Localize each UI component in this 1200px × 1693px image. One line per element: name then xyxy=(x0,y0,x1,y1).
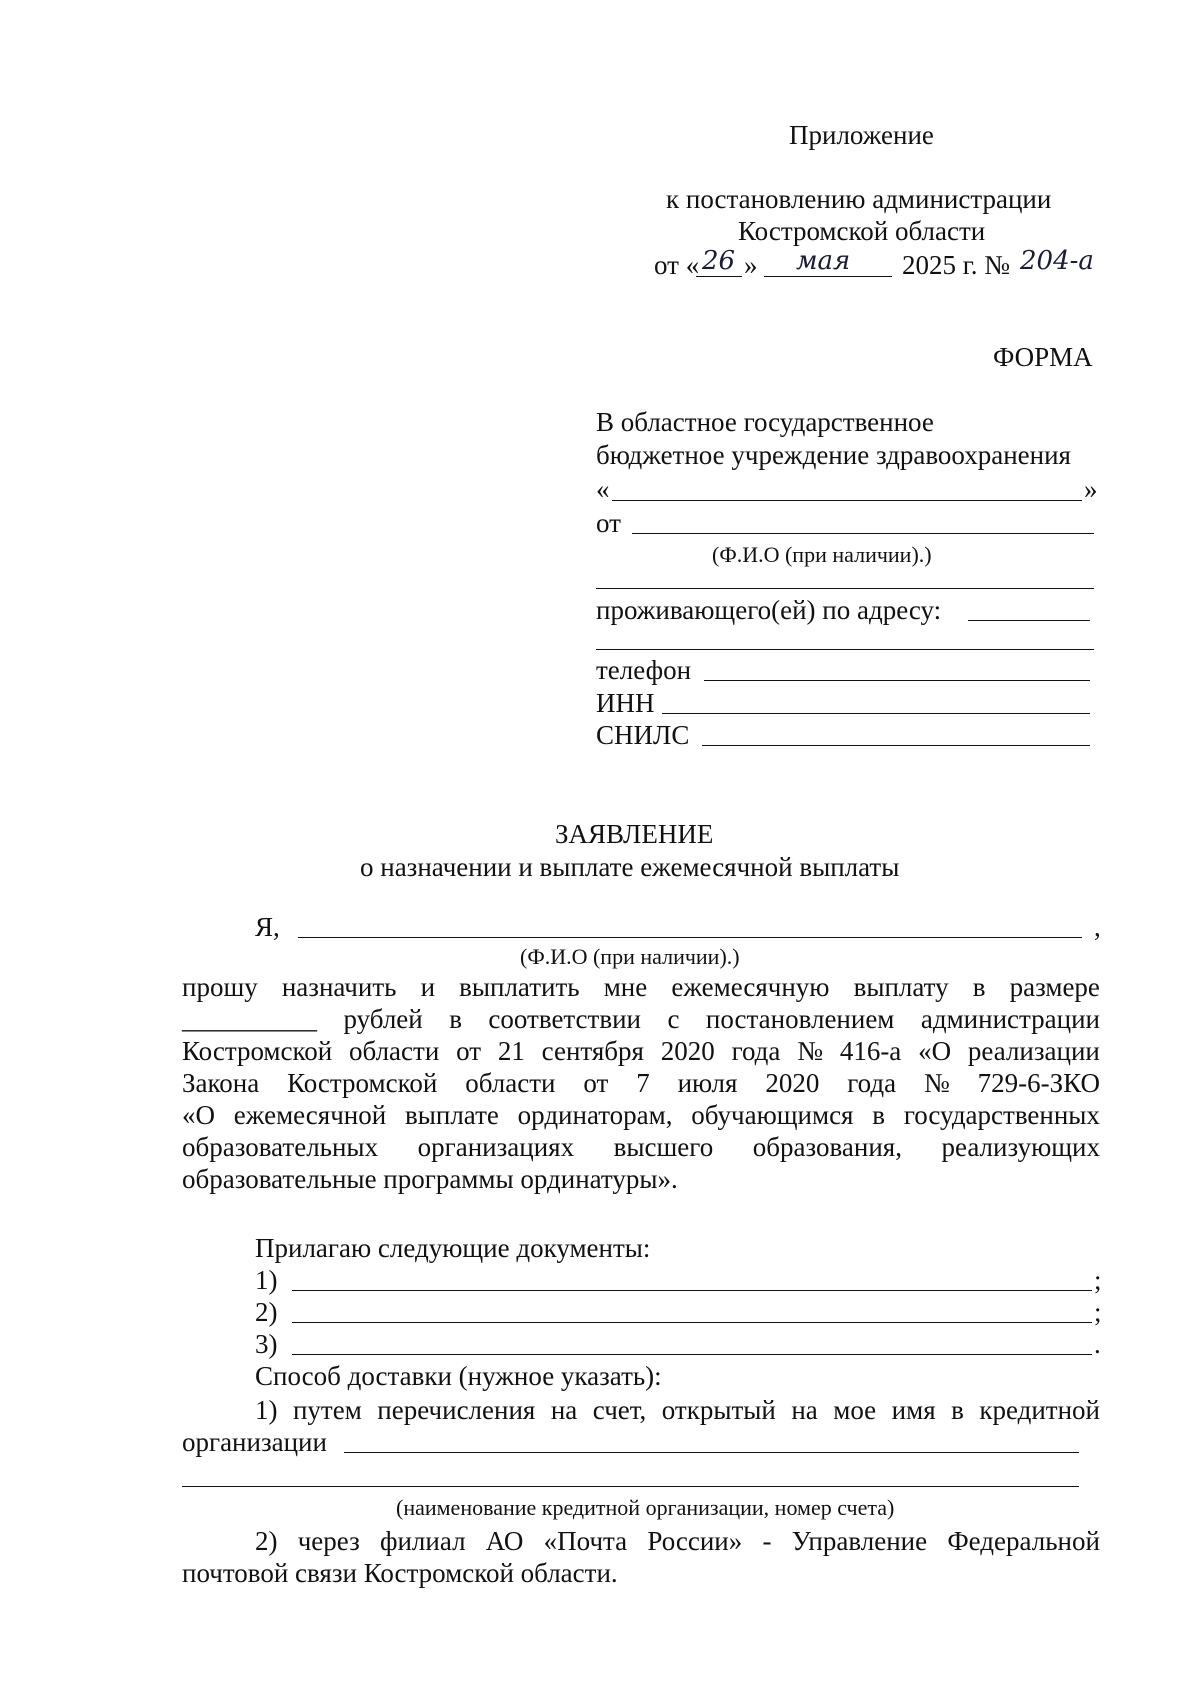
word: с xyxy=(667,1004,680,1034)
region-label: Костромской области xyxy=(738,216,986,246)
organization-label: организации xyxy=(182,1427,327,1457)
addressee-line-2: бюджетное учреждение здравоохранения xyxy=(596,440,1071,470)
word: и xyxy=(420,972,436,1002)
request-line-3 xyxy=(182,1036,1100,1068)
word: образования, xyxy=(752,1132,902,1162)
word: ежемесячной xyxy=(233,1100,387,1130)
word: выплате xyxy=(404,1100,499,1130)
word: 21 xyxy=(497,1036,525,1066)
address-field-2[interactable] xyxy=(596,649,1094,650)
request-line-5 xyxy=(182,1100,1100,1132)
word: выплатить xyxy=(459,972,580,1002)
word: «О xyxy=(182,1100,215,1130)
word: 2020 xyxy=(765,1068,820,1098)
word: образовательных xyxy=(182,1132,379,1162)
word: на xyxy=(791,1395,818,1425)
delivery-heading: Способ доставки (нужное указать): xyxy=(255,1361,662,1391)
word: Костромской xyxy=(287,1068,438,1098)
word: от xyxy=(583,1068,609,1098)
delivery-option-2-line-2: почтовой связи Костромской области. xyxy=(182,1558,618,1588)
bank-hint: (наименование кредитной организации, номер счета) xyxy=(396,1495,895,1520)
word: Федеральной xyxy=(947,1526,1100,1556)
word: обучающимся xyxy=(691,1100,854,1130)
request-line-7: образовательные программы ординатуры». xyxy=(182,1164,678,1194)
document-subtitle: о назначении и выплате ежемесячной выплаты xyxy=(360,852,900,882)
word: в xyxy=(449,1004,462,1034)
inn-field[interactable] xyxy=(662,713,1090,714)
attachment-field-3[interactable] xyxy=(292,1354,1092,1355)
quote-close: » xyxy=(1084,474,1098,504)
word: в xyxy=(951,1395,964,1425)
word: в xyxy=(972,972,986,1002)
attachment-end-2: ; xyxy=(1094,1297,1102,1327)
word: № xyxy=(923,1068,950,1098)
fio-hint: (Ф.И.О (при наличии).) xyxy=(712,542,932,567)
word: области xyxy=(349,1036,440,1066)
word: высшего xyxy=(613,1132,714,1162)
delivery-option-2-line-1 xyxy=(255,1526,1100,1558)
attachment-end-1: ; xyxy=(1094,1265,1102,1295)
delivery-option-1-line-1 xyxy=(255,1395,1100,1427)
addressee-line-1: В областное государственное xyxy=(596,407,934,437)
institution-name-field[interactable] xyxy=(612,500,1082,501)
attachment-number-2: 2) xyxy=(255,1297,278,1327)
residing-label: проживающего(ей) по адресу: xyxy=(596,595,942,625)
word: реализации xyxy=(967,1036,1100,1066)
snils-label: СНИЛС xyxy=(596,720,690,750)
handwritten-month: мая xyxy=(796,246,851,276)
word: 2) xyxy=(255,1526,278,1556)
date-prefix: от « xyxy=(654,250,700,280)
document-title: ЗАЯВЛЕНИЕ xyxy=(555,819,714,849)
word: на xyxy=(550,1395,578,1425)
form-label: ФОРМА xyxy=(993,342,1093,372)
attachment-number-1: 1) xyxy=(255,1265,278,1295)
word: администрации xyxy=(920,1004,1100,1034)
quote-open: « xyxy=(596,474,610,504)
address-field[interactable] xyxy=(968,620,1090,621)
word: Управление xyxy=(791,1526,928,1556)
from-label: от xyxy=(596,508,621,538)
word: в xyxy=(872,1100,886,1130)
i-label: Я, xyxy=(255,912,280,942)
word: прошу xyxy=(182,972,258,1002)
organization-field[interactable] xyxy=(344,1452,1079,1453)
word: года xyxy=(847,1068,897,1098)
word: АО xyxy=(485,1526,524,1556)
word: 729-6-ЗКО xyxy=(977,1068,1100,1098)
word: постановлением xyxy=(705,1004,895,1034)
attachment-end-3: . xyxy=(1094,1329,1101,1359)
word: размере xyxy=(1009,972,1100,1002)
word: рублей xyxy=(343,1004,423,1034)
word: через xyxy=(297,1526,360,1556)
request-line-4 xyxy=(182,1068,1100,1100)
word: России» xyxy=(647,1526,743,1556)
word: путем xyxy=(292,1395,362,1425)
word: «О xyxy=(918,1036,952,1066)
fullname-comma: , xyxy=(1094,912,1101,942)
word: перечисления xyxy=(377,1395,536,1425)
request-line-6 xyxy=(182,1132,1100,1164)
request-line-2 xyxy=(182,1004,1100,1036)
resolution-label: к постановлению администрации xyxy=(666,184,1052,214)
word: организациях xyxy=(417,1132,575,1162)
word: счет, xyxy=(592,1395,647,1425)
word: от xyxy=(456,1036,482,1066)
word: области xyxy=(465,1068,556,1098)
word: ординаторам, xyxy=(517,1100,673,1130)
word: 2020 xyxy=(660,1036,715,1066)
word: открытый xyxy=(661,1395,776,1425)
attachments-heading: Прилагаю следующие документы: xyxy=(255,1233,651,1263)
word: кредитной xyxy=(979,1395,1100,1425)
attachment-field-2[interactable] xyxy=(292,1322,1092,1323)
snils-field[interactable] xyxy=(702,745,1090,746)
word: 416-а xyxy=(839,1036,902,1066)
request-line-1 xyxy=(182,972,1100,1004)
word: назначить xyxy=(281,972,397,1002)
word: № xyxy=(797,1036,823,1066)
word: соответствии xyxy=(488,1004,641,1034)
word: июля xyxy=(677,1068,738,1098)
amount-field[interactable]: __________ xyxy=(182,1004,317,1034)
applicant-name-field[interactable] xyxy=(632,533,1094,534)
day-underline xyxy=(696,276,742,277)
month-underline xyxy=(764,276,892,277)
word: государственных xyxy=(903,1100,1100,1130)
word: филиал xyxy=(379,1526,466,1556)
attachment-number-3: 3) xyxy=(255,1329,278,1359)
word: мое xyxy=(833,1395,877,1425)
word: выплату xyxy=(853,972,949,1002)
word: реализующих xyxy=(941,1132,1100,1162)
phone-label: телефон xyxy=(596,655,692,685)
word: Закона xyxy=(182,1068,260,1098)
word: года xyxy=(731,1036,781,1066)
bank-account-field[interactable] xyxy=(182,1486,1079,1487)
applicant-name-field-2[interactable] xyxy=(596,588,1094,589)
fio-hint-2: (Ф.И.О (при наличии).) xyxy=(520,944,740,969)
word: - xyxy=(762,1526,772,1556)
word: сентября xyxy=(541,1036,644,1066)
applicant-fullname-field[interactable] xyxy=(298,937,1082,938)
word: имя xyxy=(891,1395,936,1425)
handwritten-number: 204-а xyxy=(1020,246,1094,276)
word: мне xyxy=(603,972,648,1002)
inn-label: ИНН xyxy=(596,688,655,718)
word: 1) xyxy=(255,1395,278,1425)
appendix-label: Приложение xyxy=(789,120,934,150)
attachment-field-1[interactable] xyxy=(292,1290,1092,1291)
word: Костромской xyxy=(182,1036,333,1066)
word: «Почта xyxy=(543,1526,628,1556)
date-year: 2025 г. № xyxy=(902,250,1011,280)
phone-field[interactable] xyxy=(704,680,1090,681)
date-mid: » xyxy=(744,250,758,280)
word: 7 xyxy=(636,1068,650,1098)
handwritten-day: 26 xyxy=(702,246,736,276)
word: ежемесячную xyxy=(671,972,830,1002)
